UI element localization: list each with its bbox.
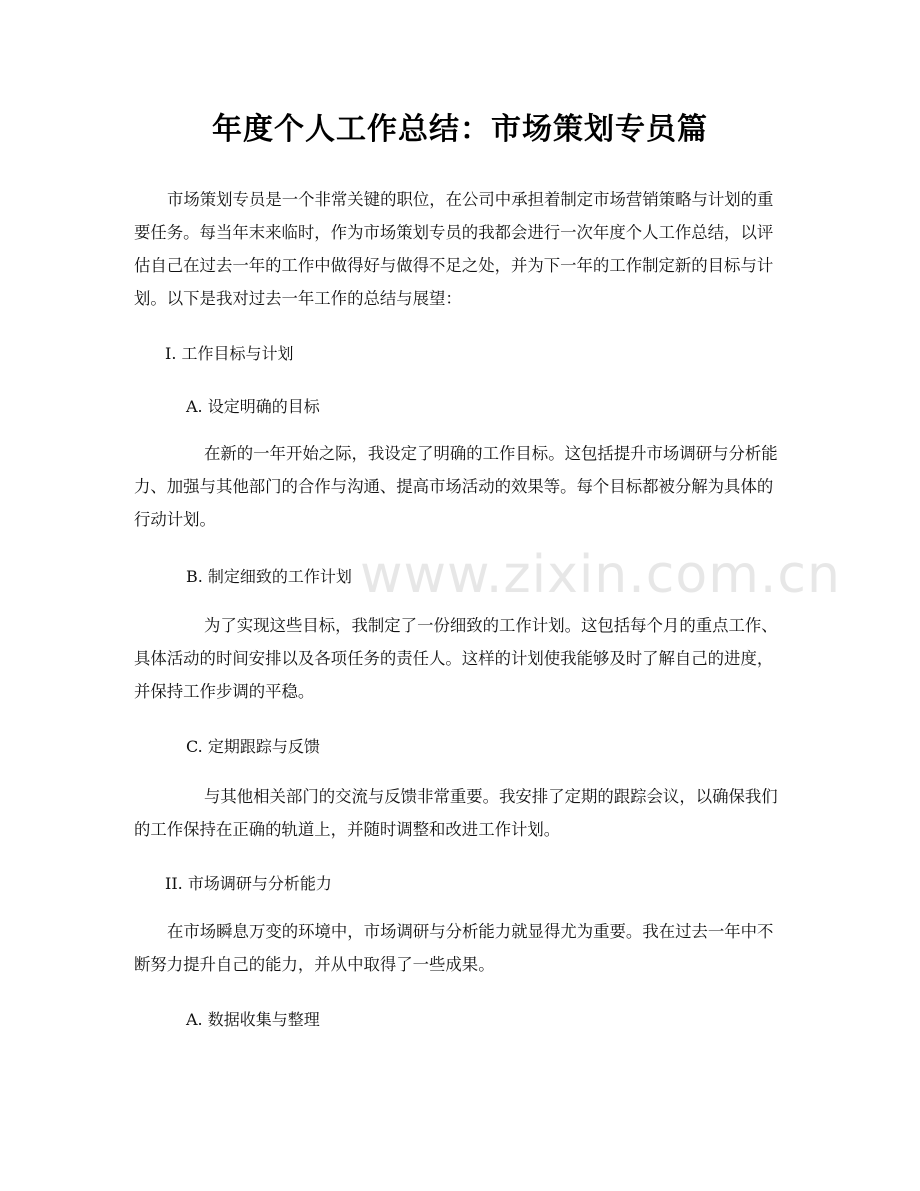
subsection-heading-2a: A. 数据收集与整理 <box>186 1010 320 1029</box>
paragraph-2: 在市场瞬息万变的环境中，市场调研与分析能力就显得尤为重要。我在过去一年中不断努力提升自己的能力，并从中取得了一些成果。 <box>134 922 774 974</box>
subsection-heading-1b: B. 制定细致的工作计划 <box>186 567 352 586</box>
paragraph-1b: 为了实现这些目标，我制定了一份细致的工作计划。这包括每个月的重点工作、具体活动的时间安排以及各项任务的责任人。这样的计划使我能够及时了解自己的进度，并保持工作步调的平稳。 <box>134 616 778 701</box>
paragraph-1a: 在新的一年开始之际，我设定了明确的工作目标。这包括提升市场调研与分析能力、加强与其他部门的合作与沟通、提高市场活动的效果等。每个目标都被分解为具体的行动计划。 <box>134 444 778 529</box>
subsection-heading-1a: A. 设定明确的目标 <box>186 397 320 416</box>
section-heading-2: II. 市场调研与分析能力 <box>165 874 332 893</box>
paragraph-1c: 与其他相关部门的交流与反馈非常重要。我安排了定期的跟踪会议，以确保我们的工作保持在正确的轨道上，并随时调整和改进工作计划。 <box>134 787 778 839</box>
intro-paragraph: 市场策划专员是一个非常关键的职位，在公司中承担着制定市场营销策略与计划的重要任务。每当年末来临时，作为市场策划专员的我都会进行一次年度个人工作总结，以评估自己在过去一年的工作中做得好与做得不足之处，并为下一年的工作制定新的目标与计划。以下是我对过去一年工作的总结与展望： <box>134 190 774 308</box>
document-title: 年度个人工作总结：市场策划专员篇 <box>212 112 708 147</box>
watermark: www.zixin.com.cn <box>360 545 841 605</box>
subsection-heading-1c: C. 定期跟踪与反馈 <box>186 737 320 756</box>
section-heading-1: I. 工作目标与计划 <box>165 344 294 363</box>
